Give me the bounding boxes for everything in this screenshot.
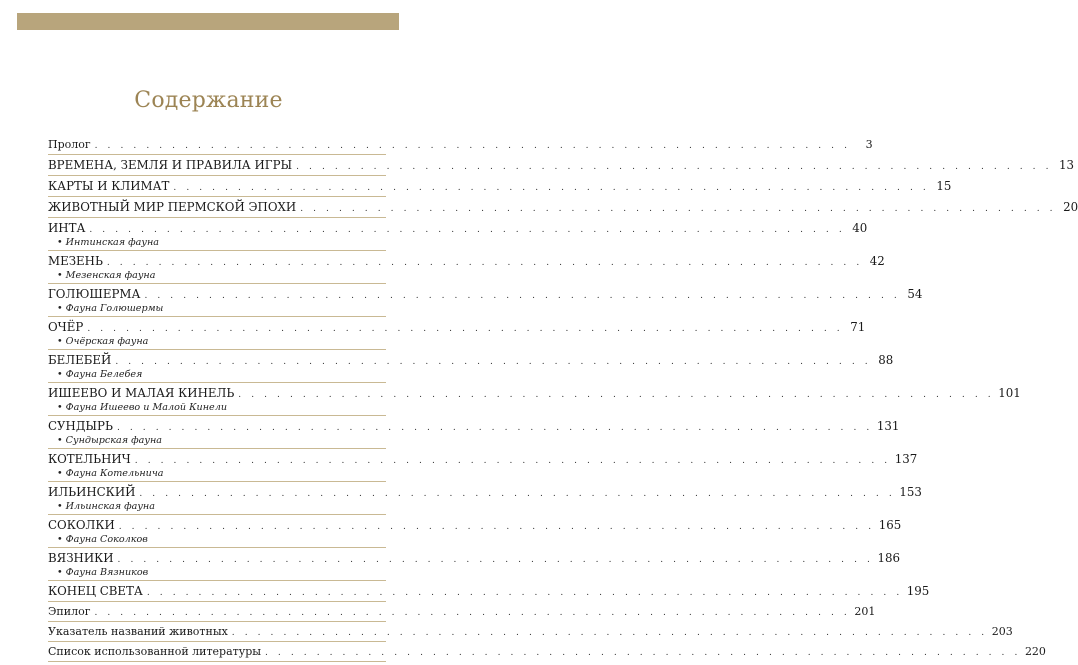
dot-leader: . . . . . . . . . . . . . . . . . . . . . . . . . . . . . . . . . . . . . . . . . . . . . . . . . . . . . . . . . . . [296,162,1053,172]
toc-entry-page: 137 [894,452,918,466]
toc-subentry [48,303,386,315]
toc-entry-label: Указатель названий животных [48,625,228,638]
toc-entry-row [48,353,894,369]
toc-subentry [48,534,386,546]
toc-entry[interactable] [48,179,952,200]
dot-leader: . . . . . . . . . . . . . . . . . . . . . . . . . . . . . . . . . . . . . . . . . . . . . . . . . . . . . . . . . . . [144,291,901,301]
toc-entry[interactable] [48,353,894,386]
toc-entry-page: 71 [850,320,866,334]
toc-entry[interactable] [48,386,1021,419]
toc-subentry-label: Фауна Голюшермы [65,303,164,314]
toc-entry-label: ГОЛЮШЕРМА [48,287,141,301]
toc-subentry-label: Фауна Белебея [65,369,143,380]
toc-entry-page: 15 [936,179,952,193]
toc-entry-page: 201 [854,605,876,618]
toc-entry-row [48,254,885,270]
toc-entry-row [48,221,868,237]
toc-entry-label: КАРТЫ И КЛИМАТ [48,179,170,193]
dot-leader: . . . . . . . . . . . . . . . . . . . . . . . . . . . . . . . . . . . . . . . . . . . . . . . . . . . . . . . . . . . [117,555,874,565]
toc-subentry-label: Интинская фауна [65,237,160,248]
toc-entry-page: 220 [1024,645,1046,658]
toc-entry-row [48,287,923,303]
table-of-contents [48,138,1078,665]
toc-entry[interactable] [48,158,1075,179]
toc-entry-page: 165 [878,518,902,532]
toc-entry-label: Эпилог [48,605,91,618]
toc-subentry [48,501,386,513]
bullet-icon: • [57,402,63,413]
toc-entry-page: 131 [876,419,900,433]
toc-entry-page: 13 [1059,158,1075,172]
toc-subentry [48,468,386,480]
dot-leader: . . . . . . . . . . . . . . . . . . . . . . . . . . . . . . . . . . . . . . . . . . . . . . . . . . . . . . . . . . . [87,324,844,334]
toc-subentry [48,567,386,579]
toc-entry[interactable] [48,419,900,452]
dot-leader: . . . . . . . . . . . . . . . . . . . . . . . . . . . . . . . . . . . . . . . . . . . . . . . . . . . . . . . . . . . [139,489,896,499]
toc-entry-label: Список использованной литературы [48,645,262,658]
toc-subentry [48,270,386,282]
toc-entry-label: КОТЕЛЬНИЧ [48,452,131,466]
toc-entry[interactable] [48,584,930,605]
toc-entry-label: ИЛЬИНСКИЙ [48,485,136,499]
toc-entry-label: ВРЕМЕНА, ЗЕМЛЯ И ПРАВИЛА ИГРЫ [48,158,293,172]
dot-leader: . . . . . . . . . . . . . . . . . . . . . . . . . . . . . . . . . . . . . . . . . . . . . . . . . . . . . . . . . . . [116,423,873,433]
toc-entry-label: СУНДЫРЬ [48,419,113,433]
toc-entry-label: ИНТА [48,221,86,235]
toc-entry[interactable] [48,138,873,158]
dot-leader: . . . . . . . . . . . . . . . . . . . . . . . . . . . . . . . . . . . . . . . . . . . . . . . . . . . . . . . . . . . [146,588,903,598]
dot-leader: . . . . . . . . . . . . . . . . . . . . . . . . . . . . . . . . . . . . . . . . . . . . . . . . . . . . . . . . . . . [118,522,875,532]
toc-entry-row [48,645,1046,660]
toc-subentry [48,435,386,447]
dot-leader: . . . . . . . . . . . . . . . . . . . . . . . . . . . . . . . . . . . . . . . . . . . . . . . . . . . . . . . . . . . [89,225,846,235]
bullet-icon: • [57,435,63,446]
bullet-icon: • [57,534,63,545]
dot-leader: . . . . . . . . . . . . . . . . . . . . . . . . . . . . . . . . . . . . . . . . . . . . . . . . . . . . . . . . . . . [173,183,930,193]
toc-entry-label: ИШЕЕВО И МАЛАЯ КИНЕЛЬ [48,386,235,400]
bullet-icon: • [57,468,63,479]
toc-entry-row [48,452,918,468]
dot-leader: . . . . . . . . . . . . . . . . . . . . . . . . . . . . . . . . . . . . . . . . . . . . . . . . . . . . . . . . . . . [106,258,863,268]
toc-subentry-label: Ильинская фауна [65,501,155,512]
dot-leader: . . . . . . . . . . . . . . . . . . . . . . . . . . . . . . . . . . . . . . . . . . . . . . . . . . . . . . . . . . . [265,648,1021,658]
dot-leader: . . . . . . . . . . . . . . . . . . . . . . . . . . . . . . . . . . . . . . . . . . . . . . . . . . . . . . . . . . . [300,204,1057,214]
bullet-icon: • [57,303,63,314]
toc-entry-row [48,625,1013,640]
toc-entry-page: 3 [865,138,873,151]
bullet-icon: • [57,336,63,347]
toc-entry-page: 54 [907,287,923,301]
toc-entry-row [48,605,876,620]
toc-subentry-label: Мезенская фауна [65,270,156,281]
toc-entry-page: 153 [899,485,922,499]
toc-entry[interactable] [48,254,885,287]
toc-subentry [48,336,386,348]
toc-entry[interactable] [48,625,1013,645]
dot-leader: . . . . . . . . . . . . . . . . . . . . . . . . . . . . . . . . . . . . . . . . . . . . . . . . . . . . . . . . . . . [238,390,995,400]
top-decorative-band [17,13,399,30]
toc-entry[interactable] [48,452,918,485]
toc-subentry [48,237,386,249]
toc-subentry [48,369,386,381]
toc-entry-row [48,179,952,195]
toc-entry-page: 186 [877,551,900,565]
toc-entry-row [48,158,1075,174]
toc-subentry-label: Очёрская фауна [65,336,149,347]
toc-entry-label: МЕЗЕНЬ [48,254,103,268]
toc-entry-label: БЕЛЕБЕЙ [48,353,112,367]
dot-leader: . . . . . . . . . . . . . . . . . . . . . . . . . . . . . . . . . . . . . . . . . . . . . . . . . . . . . . . . . . . [231,628,988,638]
toc-entry-row [48,551,900,567]
toc-entry-row [48,584,930,600]
bullet-icon: • [57,237,63,248]
toc-entry-page: 88 [878,353,894,367]
toc-subentry-label: Фауна Вязников [65,567,149,578]
toc-entry-page: 101 [998,386,1021,400]
toc-entry[interactable] [48,551,900,584]
toc-entry-row [48,485,922,501]
toc-entry-row [48,386,1021,402]
toc-subentry-label: Фауна Ишеево и Малой Кинели [65,402,227,413]
dot-leader: . . . . . . . . . . . . . . . . . . . . . . . . . . . . . . . . . . . . . . . . . . . . . . . . . . . . . . . . . . . [94,141,851,151]
toc-subentry-label: Фауна Соколков [65,534,148,545]
toc-entry-label: ВЯЗНИКИ [48,551,114,565]
toc-entry[interactable] [48,320,866,353]
toc-entry[interactable] [48,645,1046,665]
toc-entry-label: Пролог [48,138,91,151]
toc-entry-row [48,320,866,336]
dot-leader: . . . . . . . . . . . . . . . . . . . . . . . . . . . . . . . . . . . . . . . . . . . . . . . . . . . . . . . . . . . [115,357,872,367]
toc-entry[interactable] [48,221,868,254]
toc-entry[interactable] [48,287,923,320]
dot-leader: . . . . . . . . . . . . . . . . . . . . . . . . . . . . . . . . . . . . . . . . . . . . . . . . . . . . . . . . . . . [94,608,851,618]
toc-entry-label: ЖИВОТНЫЙ МИР ПЕРМСКОЙ ЭПОХИ [48,200,297,214]
toc-entry-row [48,200,1078,216]
toc-subentry [48,402,386,414]
toc-entry-page: 42 [869,254,885,268]
toc-entry[interactable] [48,518,902,551]
toc-entry-page: 40 [852,221,868,235]
toc-entry-page: 203 [991,625,1013,638]
toc-entry-row [48,419,900,435]
toc-entry[interactable] [48,200,1078,221]
bullet-icon: • [57,567,63,578]
bullet-icon: • [57,369,63,380]
toc-subentry-label: Сундырская фауна [65,435,162,446]
page-title: Содержание [134,88,283,113]
toc-entry-page: 195 [906,584,930,598]
dot-leader: . . . . . . . . . . . . . . . . . . . . . . . . . . . . . . . . . . . . . . . . . . . . . . . . . . . . . . . . . . . [134,456,891,466]
toc-entry[interactable] [48,485,922,518]
toc-entry[interactable] [48,605,876,625]
bullet-icon: • [57,501,63,512]
toc-entry-label: СОКОЛКИ [48,518,115,532]
toc-entry-page: 20 [1063,200,1078,214]
toc-entry-label: КОНЕЦ СВЕТА [48,584,143,598]
toc-entry-row [48,518,902,534]
toc-subentry-label: Фауна Котельнича [65,468,164,479]
bullet-icon: • [57,270,63,281]
toc-entry-label: ОЧЁР [48,320,84,334]
toc-entry-row [48,138,873,153]
